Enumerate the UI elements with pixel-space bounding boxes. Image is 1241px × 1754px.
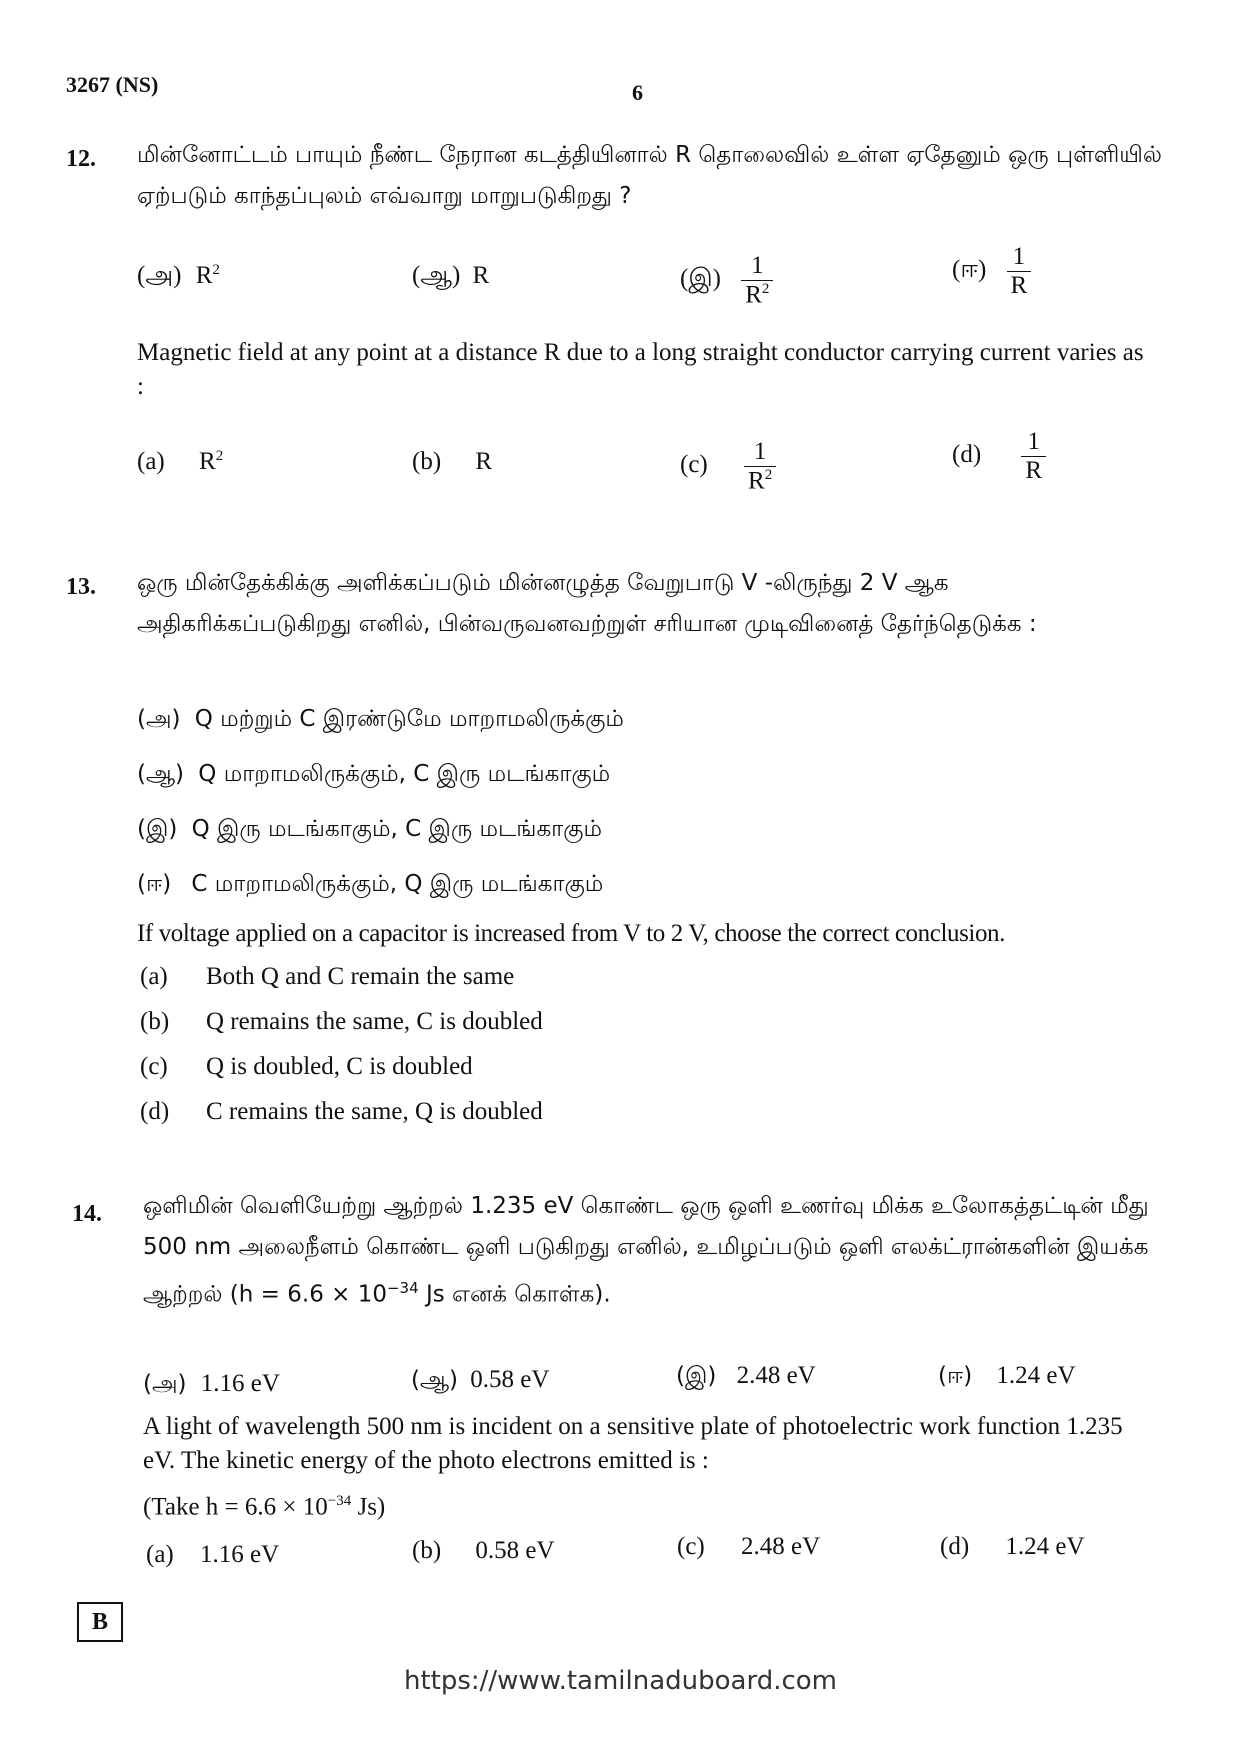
fraction: $\frac{1}{R}$ [1007, 243, 1032, 299]
option: (இ) Q இரு மடங்காகும், C இரு மடங்காகும் [137, 816, 602, 842]
option: (ஆ) Q மாறாமலிருக்கும், C இரு மடங்காகும் [137, 761, 611, 787]
question-english-text: A light of wavelength 500 nm is incident on a sensitive plate of photoelectric work function 1.235 eV. The kinetic energy of the photo electrons emitted is : [143, 1413, 1123, 1474]
option: (a) $R^2$ [137, 448, 224, 476]
option: (அ) $R^2$ [137, 262, 220, 290]
option: (d) 1.24 eV [940, 1533, 1085, 1560]
option: (இ) $\frac{1}{R^2}$ [680, 252, 773, 308]
question-number: 13. [66, 574, 96, 600]
option: (a) Both Q and C remain the same [140, 963, 515, 990]
option: (c) 2.48 eV [677, 1533, 821, 1560]
option: (b) 0.58 eV [412, 1537, 555, 1564]
take-note: (Take $h = 6.6 \times 10^{-34}$ Js) [143, 1493, 386, 1521]
option: (b) Q remains the same, C is doubled [140, 1008, 543, 1035]
fraction: $\frac{1}{R^2}$ [744, 438, 776, 494]
source-url: https://www.tamilnaduboard.com [403, 1666, 838, 1696]
question-tamil-text: ஒளிமின் வெளியேற்று ஆற்றல் 1.235 eV கொண்ட ஒரு ஒளி உணர்வு மிக்க உலோகத்தட்டின் மீது 500 nm அலைநீளம் கொண்ட ஒளி படுகிறது எனில், உமிழப்படும் ஒளி எலக்ட்ரான்களின் இயக்க ஆற்றல் ($h = 6.6 \times 10^{-34}$ Js எனக் கொள்க). [143, 1193, 1149, 1308]
option: (d) C remains the same, Q is doubled [140, 1098, 543, 1125]
option: (ஈ) C மாறாமலிருக்கும், Q இரு மடங்காகும் [137, 871, 604, 897]
booklet-code-badge: B [77, 1602, 123, 1642]
fraction: $\frac{1}{R}$ [1021, 428, 1046, 484]
question-tamil-text: மின்னோட்டம் பாயும் நீண்ட நேரான கடத்தியினால் R தொலைவில் உள்ள ஏதேனும் ஒரு புள்ளியில் ஏற்படும் காந்தப்புலம் எவ்வாறு மாறுபடுகிறது ? [137, 142, 1162, 209]
question-english-text: Magnetic field at any point at a distance R due to a long straight conductor carrying current varies as : [137, 339, 1144, 400]
option: (c) Q is doubled, C is doubled [140, 1053, 473, 1080]
option: (ஆ) R [412, 262, 490, 289]
option: (அ) Q மற்றும் C இரண்டுமே மாறாமலிருக்கும் [137, 706, 624, 732]
paper-code: 3267 (NS) [66, 72, 159, 97]
option: (ஈ) $\frac{1}{R}$ [952, 243, 1031, 299]
option: (b) R [412, 448, 493, 475]
option: (a) 1.16 eV [146, 1541, 280, 1568]
question-tamil-text: ஒரு மின்தேக்கிக்கு அளிக்கப்படும் மின்னழுத்த வேறுபாடு V -லிருந்து 2 V ஆக அதிகரிக்கப்படுகிறது எனில், பின்வருவனவற்றுள் சரியான முடிவினைத் தேர்ந்தெடுக்க : [137, 570, 1037, 637]
page-number: 6 [632, 80, 643, 105]
option: (c) $\frac{1}{R^2}$ [680, 438, 776, 494]
question-english-text: If voltage applied on a capacitor is increased from V to 2 V, choose the correct conclusion. [137, 920, 1006, 947]
question-number: 12. [66, 146, 96, 172]
option: (d) $\frac{1}{R}$ [952, 428, 1046, 484]
option: (இ) 2.48 eV [676, 1362, 816, 1389]
question-number: 14. [72, 1201, 102, 1227]
fraction: $\frac{1}{R^2}$ [741, 252, 773, 308]
option: (ஈ) 1.24 eV [938, 1362, 1076, 1389]
option: (அ) 1.16 eV [143, 1370, 280, 1397]
option: (ஆ) 0.58 eV [411, 1366, 550, 1393]
